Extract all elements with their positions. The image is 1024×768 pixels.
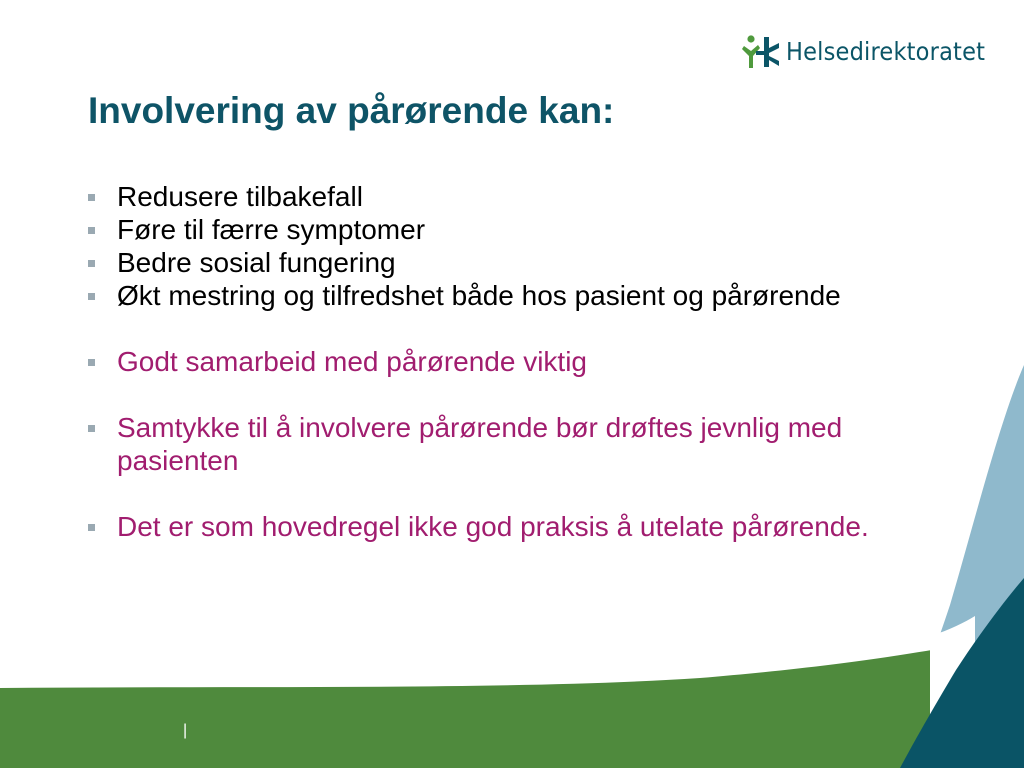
helsedirektoratet-logo-icon	[742, 34, 780, 70]
bullet-item-accent	[88, 510, 948, 543]
bullet-text: Føre til færre symptomer	[117, 214, 426, 245]
bullet-item	[88, 213, 948, 246]
bullet-text: Redusere tilbakefall	[117, 181, 363, 212]
bullet-item-accent	[88, 411, 948, 477]
green-band	[0, 645, 960, 768]
bullet-square-icon	[88, 227, 95, 234]
logo	[742, 34, 985, 70]
bullet-text: Bedre sosial fungering	[117, 247, 396, 278]
bullet-square-icon	[88, 524, 95, 531]
bullet-text: Økt mestring og tilfredshet både hos pasient og pårørende	[117, 280, 841, 311]
bullet-square-icon	[88, 260, 95, 267]
slide-title: Involvering av pårørende kan:	[88, 90, 615, 131]
bullet-square-icon	[88, 359, 95, 366]
bullet-square-icon	[88, 293, 95, 300]
bullet-item	[88, 279, 948, 312]
bullet-text: Det er som hovedregel ikke god praksis å utelate pårørende.	[117, 511, 869, 542]
bullet-square-icon	[88, 194, 95, 201]
bullet-item	[88, 180, 948, 213]
bullet-square-icon	[88, 425, 95, 432]
logo-text: Helsedirektoratet	[786, 37, 986, 66]
bullet-item-accent	[88, 345, 948, 378]
footer-separator: |	[183, 722, 188, 739]
bullet-list	[88, 180, 948, 543]
bullet-text: Godt samarbeid med pårørende viktig	[117, 346, 587, 377]
bullet-item	[88, 246, 948, 279]
bullet-text: Samtykke til å involvere pårørende bør drøftes jevnlig med pasienten	[117, 412, 843, 476]
